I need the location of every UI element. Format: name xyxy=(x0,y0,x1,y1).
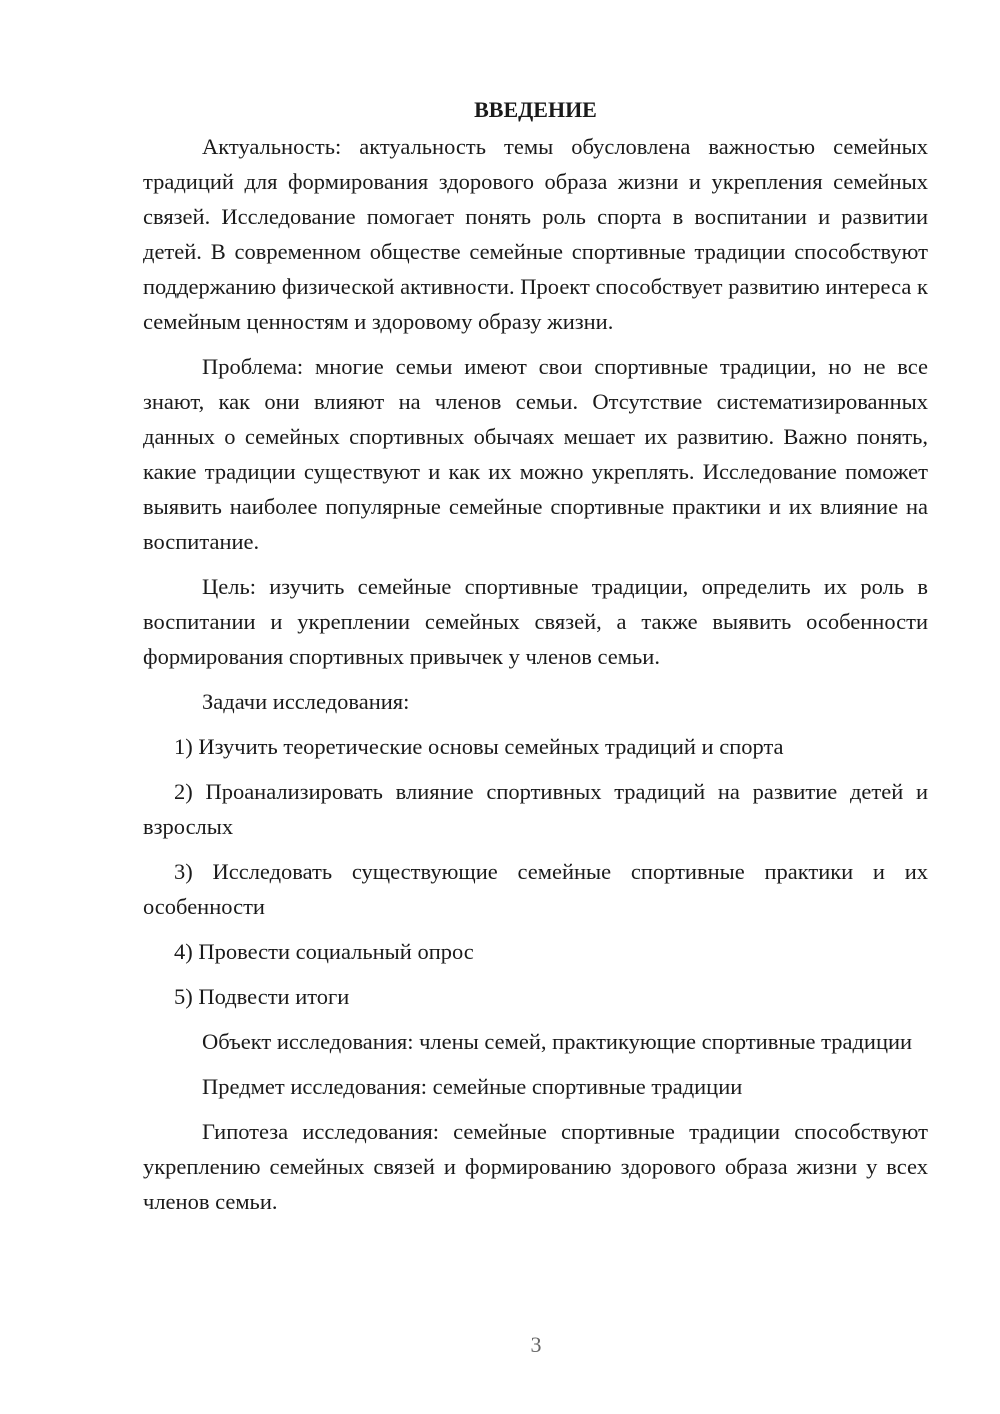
hypothesis-paragraph: Гипотеза исследования: семейные спортивные традиции способствуют укреплению семейных связей и формированию здорового образа жизни у всех членов семьи. xyxy=(143,1119,928,1214)
page-title: ВВЕДЕНИЕ xyxy=(474,97,597,122)
page-number: 3 xyxy=(530,1332,542,1357)
object-paragraph: Объект исследования: члены семей, практикующие спортивные традиции xyxy=(202,1029,913,1054)
problem-paragraph: Проблема: многие семьи имеют свои спортивные традиции, но не все знают, как они влияют на членов семьи. Отсутствие систематизированных данных о семейных спортивных обычаях мешает их развитию. Важно понять, какие традиции существуют и как их можно укреплять. Исследование поможет выявить наиболее популярные семейные спортивные практики и их влияние на воспитание. xyxy=(143,354,928,554)
tasks-heading: Задачи исследования: xyxy=(202,689,410,714)
task-item: 4) Провести социальный опрос xyxy=(174,939,474,964)
document-page xyxy=(143,92,928,1229)
task-item: 2) Проанализировать влияние спортивных традиций на развитие детей и взрослых xyxy=(143,779,928,839)
task-item: 3) Исследовать существующие семейные спортивные практики и их особенности xyxy=(143,859,928,919)
relevance-paragraph: Актуальность: актуальность темы обусловлена важностью семейных традиций для формирования здорового образа жизни и укрепления семейных связей. Исследование помогает понять роль спорта в воспитании и развитии детей. В современном обществе семейные спортивные традиции способствуют поддержанию физической активности. Проект способствует развитию интереса к семейным ценностям и здоровому образу жизни. xyxy=(143,134,928,334)
subject-paragraph: Предмет исследования: семейные спортивные традиции xyxy=(202,1074,743,1099)
task-item: 5) Подвести итоги xyxy=(174,984,350,1009)
goal-paragraph: Цель: изучить семейные спортивные традиции, определить их роль в воспитании и укреплении семейных связей, а также выявить особенности формирования спортивных привычек у членов семьи. xyxy=(143,574,928,669)
task-item: 1) Изучить теоретические основы семейных традиций и спорта xyxy=(174,734,784,759)
